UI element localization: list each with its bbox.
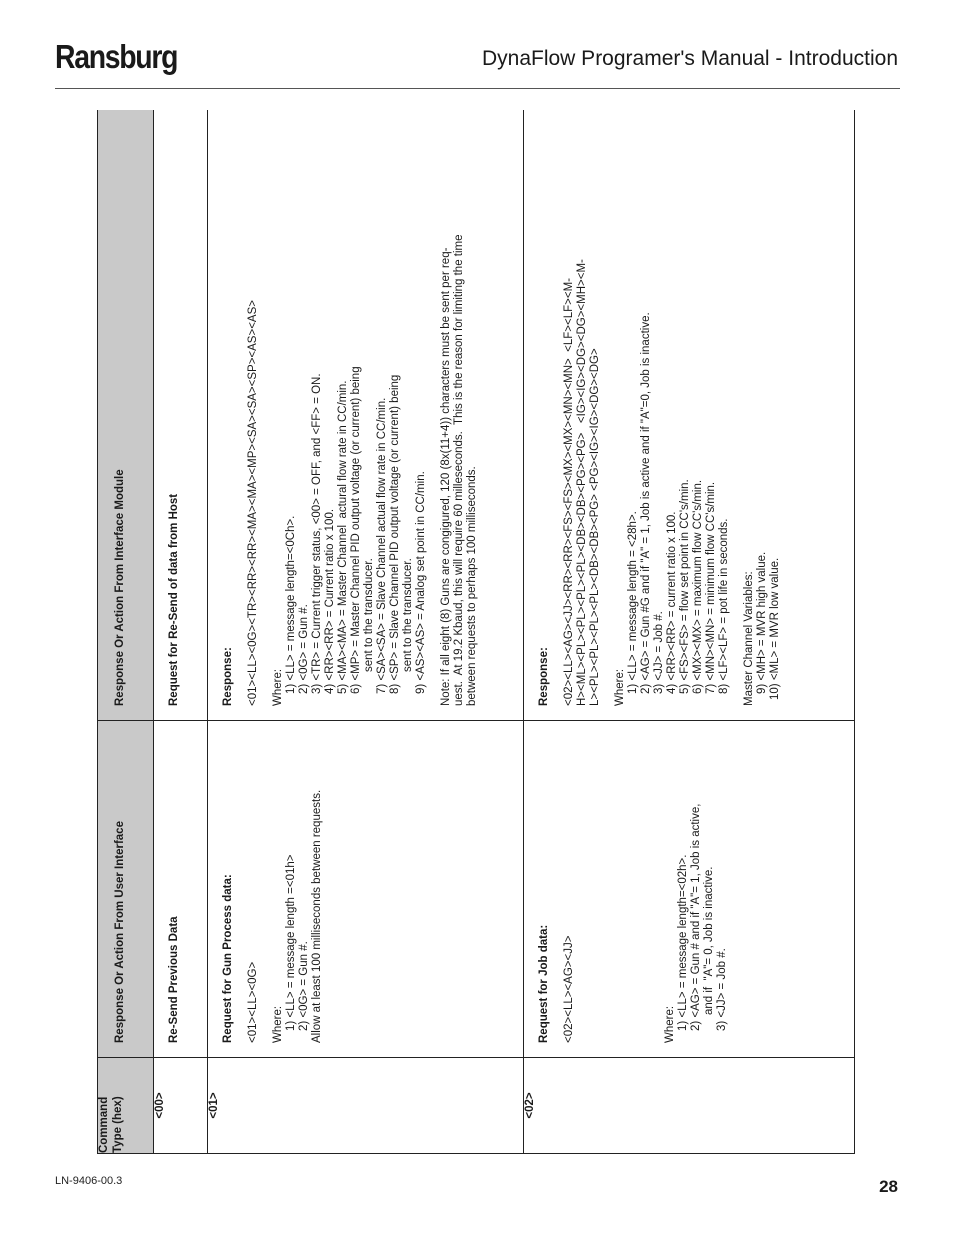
cmd-code-01: <01> [208, 1058, 524, 1154]
table-row [208, 110, 524, 1154]
list-item: 1) <LL> = message length = <28h>. [626, 511, 639, 694]
list-item-continuation: sent to the transducer. [362, 558, 375, 672]
user-cell-02 [524, 721, 855, 1058]
header-command-line2: Type (hex) [111, 1096, 124, 1153]
rotated-table-wrapper [97, 110, 857, 1154]
brand-logo: Ransburg [55, 38, 178, 75]
user-cell-00 [154, 721, 208, 1058]
list-item: 7) <MN><MN> = minimum flow CC's/min. [704, 481, 717, 694]
user-cell-01 [208, 721, 524, 1058]
command-table-frame [97, 110, 857, 1154]
module-cell-01 [208, 110, 524, 721]
document-id: LN-9406-00.3 [55, 1175, 123, 1187]
list-item-continuation: sent to the transducer. [401, 558, 414, 672]
list-item: 1) <LL> = message length =<01h> [284, 854, 297, 1031]
module-note-line: between requests to perhaps 100 milliseconds. [465, 466, 478, 706]
command-table [97, 110, 855, 1154]
module-title-01: Response: [222, 647, 234, 706]
list-item: 5) <MA><MA> = Master Channel actural flow rate in CC/min. [336, 380, 349, 694]
list-item: 2) <0G> = Gun #. [297, 941, 310, 1031]
list-item: 4) <RR><RR> = Current ratio x 100. [323, 508, 336, 694]
list-item: 8) <LF><LF> = pot life in seconds. [717, 518, 730, 694]
list-item: 3) <TR> = Current trigger status, <00> = OFF, and <FF> = ON. [310, 373, 323, 694]
module-title-00: Request for Re-Send of data from Host [168, 493, 180, 706]
list-item: 3) <JJ> = Job #. [652, 611, 665, 694]
module-format-line: <02><LL><AG><JJ><RR><RR><FS><FS><MX><MX><MN><MN> <LF><LF><M- [562, 278, 575, 706]
table-header-row [98, 110, 154, 1154]
table-row [524, 110, 855, 1154]
list-item: 1) <LL> = message length=<0Ch>. [284, 515, 297, 694]
user-title-00: Re-Send Previous Data [168, 916, 180, 1043]
list-item: 2) <AG> = Gun #G and if "A" = 1, Job is active and if "A"=0, Job is inactive. [639, 312, 652, 694]
header-interface-module [98, 110, 154, 721]
module-where-01: Where: [271, 668, 284, 706]
cmd-code-00: <00> [154, 1058, 208, 1154]
master-variables-title: Master Channel Variables: [742, 571, 755, 706]
cmd-code-02: <02> [524, 1058, 855, 1154]
module-format-line: L><PL><PL><PL><PL><DB><DB><PG> <PG><IG><IG><DG><DG> [588, 348, 601, 706]
list-item: 10) <ML> = MVR low value. [768, 557, 781, 700]
list-item-continuation: and if "A"= 0, Job is inactive. [702, 866, 715, 1015]
header-user-label: Response Or Action From User Interface [114, 821, 126, 1043]
document-title: DynaFlow Programer's Manual - Introduction [481, 47, 898, 70]
list-item: 7) <SA><SA> = Slave Channel actual flow rate in CC/min. [375, 397, 388, 694]
list-item: 3) <JJ> = Job #. [715, 948, 728, 1031]
user-where-01: Where: [271, 1005, 284, 1043]
list-item: 4) <RR><RR> = current ratio x 100. [665, 511, 678, 694]
user-title-02: Request for Job data: [538, 924, 550, 1043]
module-cell-00 [154, 110, 208, 721]
module-format-01: <01><LL><0G><TR><RR><RR><MA><MA><MP><SA><SA><SP><AS><AS> [246, 300, 259, 706]
user-where-02: Where: [663, 1005, 676, 1043]
list-item: 2) <AG> = Gun # and if "A"= 1, Job is active, [689, 803, 702, 1031]
header-command-type [98, 1058, 154, 1154]
list-item: 5) <FS><FS> = flow set point in CC's/min. [678, 479, 691, 694]
header-module-label: Response Or Action From Interface Module [114, 469, 126, 706]
user-note-01: Allow at least 100 milliseconds between requests. [310, 789, 323, 1043]
list-item: 6) <MP> = Master Channel PID output voltage (or current) being [349, 366, 362, 694]
table-row [154, 110, 208, 1154]
list-item: 2) <0G> = Gun #. [297, 604, 310, 694]
module-note-line: Note: If all eight (8) Guns are congigured, 120 (8x(11+4)) characters must be sent per req- [439, 247, 452, 706]
header-command-line1: Command [98, 1096, 110, 1153]
list-item: 1) <LL> = message length=<02h>. [676, 854, 689, 1031]
user-title-01: Request for Gun Process data: [222, 874, 234, 1043]
header-divider [55, 88, 900, 89]
module-format-line: H><ML><PL><PL><PL><PL><DB><DB><PG><PG> <IG><IG><DG><DG><MH><M- [575, 259, 588, 706]
list-item: 6) <MX><MX> = maximum flow CC's/min. [691, 479, 704, 694]
module-where-02: Where: [613, 668, 626, 706]
page-number: 28 [879, 1177, 898, 1196]
module-title-02: Response: [538, 647, 550, 706]
user-format-01: <01><LL><0G> [246, 961, 259, 1043]
header-user-interface [98, 721, 154, 1058]
module-cell-02 [524, 110, 855, 721]
list-item: 8) <SP> = Slave Channel PID output voltage (or current) being [388, 374, 401, 694]
module-note-line: uest. At 19.2 Kbaud, this will require 60 milleseconds. This is the reason for limiting the time [452, 234, 465, 706]
list-item: 9) <MH> = MVR high value. [755, 551, 768, 694]
user-format-02: <02><LL><AG><JJ> [562, 935, 575, 1043]
list-item: 9) <AS><AS> = Analog set point in CC/min. [414, 471, 427, 694]
